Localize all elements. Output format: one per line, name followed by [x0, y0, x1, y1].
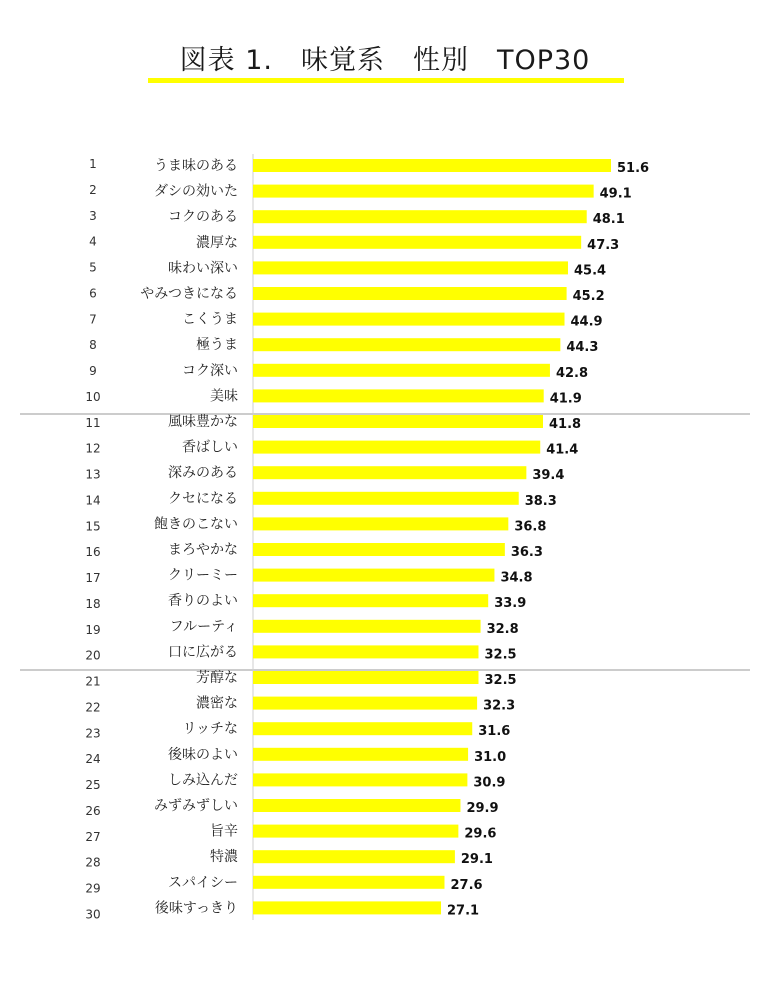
- category-label: うま味のある: [154, 158, 238, 174]
- category-label: 濃密な: [196, 695, 238, 712]
- rank-label: 10: [85, 389, 101, 404]
- bar: [253, 261, 568, 274]
- rank-label: 2: [89, 182, 97, 197]
- rank-label: 13: [85, 467, 101, 482]
- category-label: 旨辛: [210, 823, 238, 840]
- value-label: 44.9: [570, 314, 603, 330]
- value-label: 32.5: [484, 647, 517, 663]
- value-label: 29.1: [460, 852, 493, 868]
- value-label: 33.9: [494, 596, 527, 612]
- category-label: 飽きのこない: [154, 516, 238, 533]
- bar: [253, 825, 458, 838]
- category-label: 香りのよい: [168, 593, 238, 610]
- rank-label: 26: [85, 803, 101, 818]
- value-label: 29.6: [464, 826, 497, 842]
- bar: [253, 671, 478, 684]
- category-label: スパイシー: [168, 874, 238, 891]
- rank-label: 11: [85, 415, 101, 430]
- bar: [253, 594, 488, 607]
- bar: [253, 466, 526, 479]
- bar: [253, 236, 581, 249]
- value-label: 29.9: [466, 801, 499, 816]
- rank-label: 28: [85, 855, 101, 870]
- bar: [253, 287, 567, 300]
- bar: [253, 313, 565, 326]
- bar: [253, 185, 594, 198]
- category-label: 特濃: [210, 849, 238, 866]
- category-label: 後味のよい: [168, 746, 238, 763]
- rank-label: 9: [89, 364, 97, 379]
- value-label: 49.1: [599, 186, 632, 202]
- category-label: 極うま: [196, 337, 238, 354]
- category-label: リッチな: [182, 721, 238, 738]
- page-title: 図表 1. 味覚系 性別 TOP30: [179, 45, 591, 76]
- rank-label: 18: [85, 596, 101, 611]
- rank-label: 16: [85, 545, 101, 560]
- bar: [253, 338, 560, 351]
- bar: [253, 722, 472, 735]
- rank-label: 15: [85, 519, 101, 534]
- value-label: 32.5: [484, 673, 517, 688]
- bar: [253, 159, 611, 172]
- value-label: 27.6: [450, 877, 483, 893]
- value-label: 44.3: [566, 340, 599, 356]
- value-label: 48.1: [592, 212, 625, 228]
- category-label: コクのある: [168, 209, 238, 226]
- category-label: コク深い: [182, 362, 238, 379]
- value-label: 30.9: [473, 775, 506, 791]
- category-label: しみ込んだ: [168, 772, 238, 789]
- value-label: 31.6: [478, 724, 511, 740]
- value-label: 42.8: [555, 365, 589, 381]
- rank-label: 8: [89, 338, 97, 353]
- category-label: 美味: [210, 388, 238, 405]
- category-label: こくうま: [182, 311, 238, 328]
- bar: [253, 799, 460, 812]
- rank-label: 6: [89, 286, 97, 301]
- rank-label: 29: [85, 881, 101, 896]
- value-label: 32.8: [486, 621, 519, 637]
- rank-label: 3: [89, 208, 97, 223]
- category-label: 風味豊かな: [168, 414, 238, 430]
- value-label: 45.2: [572, 289, 605, 304]
- bar: [253, 492, 519, 505]
- rank-label: 21: [85, 674, 101, 689]
- value-label: 41.8: [549, 417, 582, 432]
- bar: [253, 441, 540, 454]
- category-label: やみつきになる: [140, 286, 238, 302]
- value-label: 41.4: [546, 442, 579, 458]
- rank-label: 5: [89, 260, 97, 275]
- rank-label: 27: [85, 829, 101, 844]
- category-label: 味わい深い: [168, 260, 238, 277]
- rank-label: 20: [85, 648, 101, 663]
- rank-label: 1: [89, 157, 97, 171]
- category-label: ダシの効いた: [154, 183, 238, 200]
- category-label: クリーミー: [168, 567, 238, 584]
- value-label: 38.3: [524, 493, 557, 509]
- bar: [253, 517, 508, 530]
- value-label: 36.3: [510, 545, 543, 560]
- rank-label: 7: [89, 312, 97, 327]
- value-label: 32.3: [483, 698, 516, 714]
- rank-label: 4: [89, 234, 97, 249]
- bar: [253, 901, 441, 914]
- category-label: まろやかな: [168, 542, 238, 558]
- rank-label: 30: [85, 907, 101, 922]
- value-label: 31.0: [474, 749, 507, 765]
- bar: [253, 748, 468, 761]
- bar: [253, 415, 543, 428]
- category-label: 芳醇な: [196, 670, 238, 686]
- value-label: 36.8: [514, 519, 547, 535]
- bar: [253, 876, 444, 889]
- category-label: 後味すっきり: [154, 900, 238, 917]
- value-label: 41.9: [549, 391, 582, 407]
- value-label: 34.8: [500, 570, 533, 586]
- category-label: 香ばしい: [182, 439, 238, 456]
- category-label: クセになる: [168, 490, 238, 507]
- bar: [253, 389, 544, 402]
- bar: [253, 850, 455, 863]
- value-label: 45.4: [573, 263, 607, 279]
- bar: [253, 697, 477, 710]
- value-label: 39.4: [532, 468, 565, 484]
- bar: [253, 364, 550, 377]
- category-label: 口に広がる: [168, 644, 238, 661]
- value-label: 27.1: [447, 903, 480, 919]
- bar: [253, 569, 494, 582]
- bar: [253, 210, 587, 223]
- rank-label: 14: [85, 493, 101, 508]
- bar: [253, 773, 467, 786]
- rank-label: 19: [85, 622, 101, 637]
- category-label: みずみずしい: [154, 798, 238, 814]
- rank-label: 22: [85, 700, 101, 715]
- category-label: 濃厚な: [196, 234, 238, 251]
- category-label: フルーティ: [169, 618, 238, 635]
- rank-label: 24: [85, 752, 101, 767]
- bar: [253, 645, 478, 658]
- rank-label: 12: [85, 441, 101, 456]
- category-label: 深みのある: [168, 465, 238, 482]
- value-label: 47.3: [587, 237, 620, 253]
- value-label: 51.6: [617, 161, 650, 176]
- bar: [253, 620, 481, 633]
- rank-label: 25: [85, 778, 101, 793]
- rank-label: 17: [85, 571, 101, 586]
- bar: [253, 543, 505, 556]
- rank-label: 23: [85, 726, 101, 741]
